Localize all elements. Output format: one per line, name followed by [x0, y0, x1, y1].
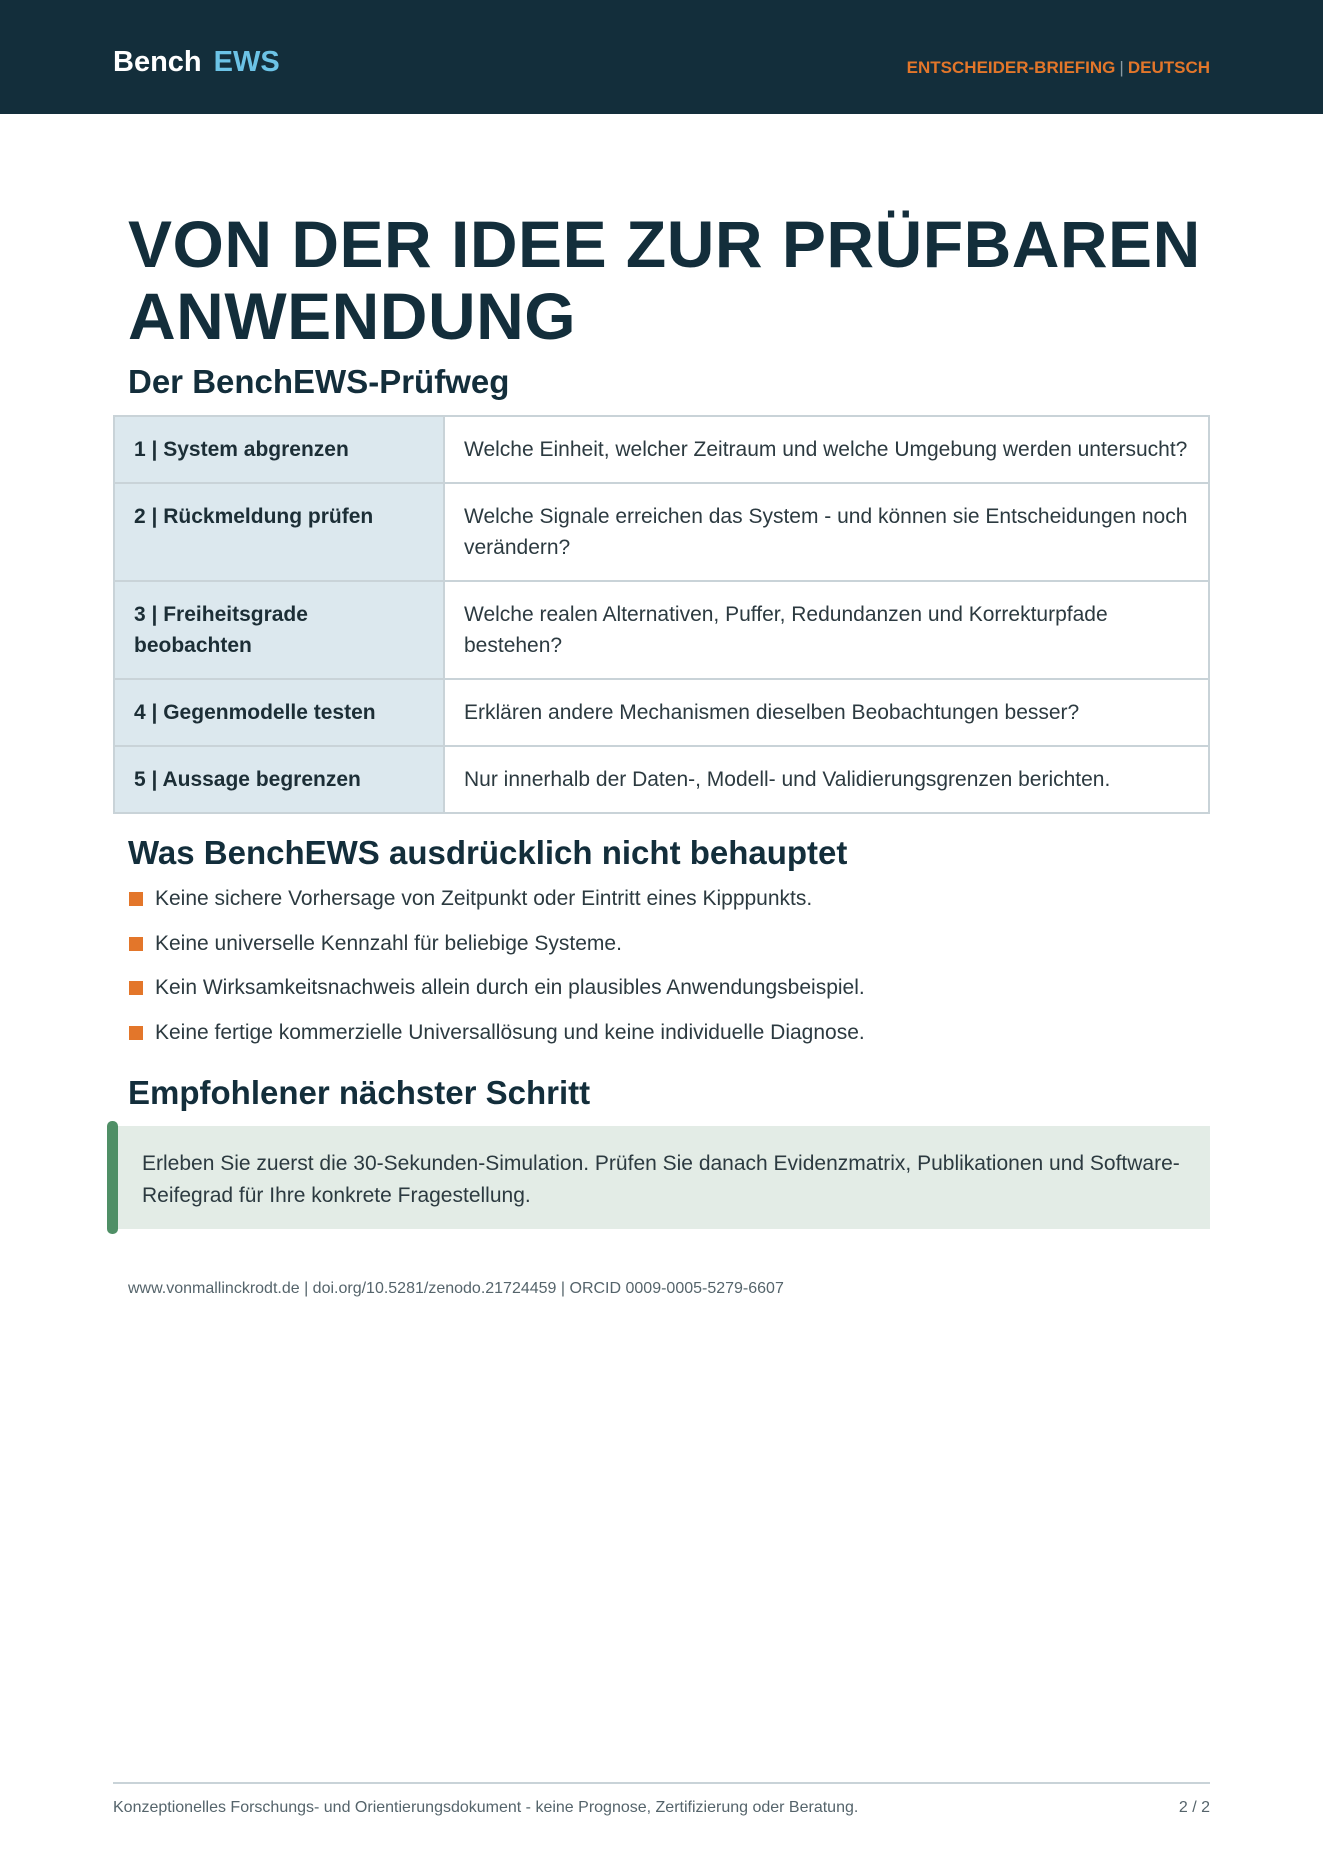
tag-right: DEUTSCH [1127, 58, 1210, 77]
list-item-text: Keine universelle Kennzahl für beliebige Systeme. [155, 931, 622, 955]
list-item-text: Keine sichere Vorhersage von Zeitpunkt oder Eintritt eines Kipppunkts. [155, 887, 813, 910]
claims-heading: Was BenchEWS ausdrücklich nicht behauptet [128, 834, 848, 871]
step-question: Nur innerhalb der Daten-, Modell- und Validierungsgrenzen berichten. [444, 746, 1209, 813]
step-label: 5 | Aussage begrenzen [114, 746, 444, 813]
table-row [114, 581, 1209, 679]
logo [113, 46, 280, 79]
list-item [128, 1018, 1208, 1048]
callout-accent-bar [107, 1121, 118, 1234]
page-number: 2 / 2 [1178, 1799, 1210, 1816]
source-links: www.vonmallinckrodt.de | doi.org/10.5281/zenodo.21724459 | ORCID 0009-0005-5279-6607 [128, 1280, 784, 1297]
square-bullet-icon [129, 1026, 143, 1040]
claims-list [128, 884, 1208, 1062]
footer-divider [113, 1782, 1210, 1784]
square-bullet-icon [129, 981, 143, 995]
table-row [114, 483, 1209, 581]
square-bullet-icon [129, 937, 143, 951]
step-label: 3 | Freiheitsgrade beobachten [114, 581, 444, 679]
table-row [114, 679, 1209, 746]
steps-heading: Der BenchEWS-Prüfweg [128, 363, 510, 400]
step-question: Welche Signale erreichen das System - und können sie Entscheidungen noch verändern? [444, 483, 1209, 581]
next-step-heading: Empfohlener nächster Schritt [128, 1074, 591, 1111]
logo-accent: EWS [213, 46, 280, 78]
next-step-text: Erleben Sie zuerst die 30-Sekunden-Simulation. Prüfen Sie danach Evidenzmatrix, Publikationen und Software-Reifegrad für Ihre konkrete Fragestellung. [142, 1152, 1180, 1207]
table-row [114, 746, 1209, 813]
table-row [114, 416, 1209, 483]
square-bullet-icon [129, 892, 143, 906]
steps-table [113, 415, 1210, 814]
header-bar [0, 0, 1323, 114]
list-item [128, 973, 1208, 1003]
step-question: Erklären andere Mechanismen dieselben Beobachtungen besser? [444, 679, 1209, 746]
list-item-text: Kein Wirksamkeitsnachweis allein durch ein plausibles Anwendungsbeispiel. [155, 976, 865, 999]
step-question: Welche Einheit, welcher Zeitraum und welche Umgebung werden untersucht? [444, 416, 1209, 483]
step-label: 2 | Rückmeldung prüfen [114, 483, 444, 581]
tag-left: ENTSCHEIDER-BRIEFING [906, 58, 1116, 77]
list-item [128, 884, 1208, 914]
tag-separator: | [1119, 58, 1124, 77]
page-title: VON DER IDEE ZUR PRÜFBAREN ANWENDUNG [128, 207, 1201, 353]
list-item [128, 929, 1208, 959]
footer-disclaimer: Konzeptionelles Forschungs- und Orientierungsdokument - keine Prognose, Zertifizierung oder Beratung. [113, 1799, 859, 1816]
step-label: 1 | System abgrenzen [114, 416, 444, 483]
step-question: Welche realen Alternativen, Puffer, Redundanzen und Korrekturpfade bestehen? [444, 581, 1209, 679]
logo-main: Bench [113, 46, 202, 78]
document-tag [907, 58, 1210, 78]
list-item-text: Keine fertige kommerzielle Universallösung und keine individuelle Diagnose. [155, 1020, 865, 1044]
step-label: 4 | Gegenmodelle testen [114, 679, 444, 746]
